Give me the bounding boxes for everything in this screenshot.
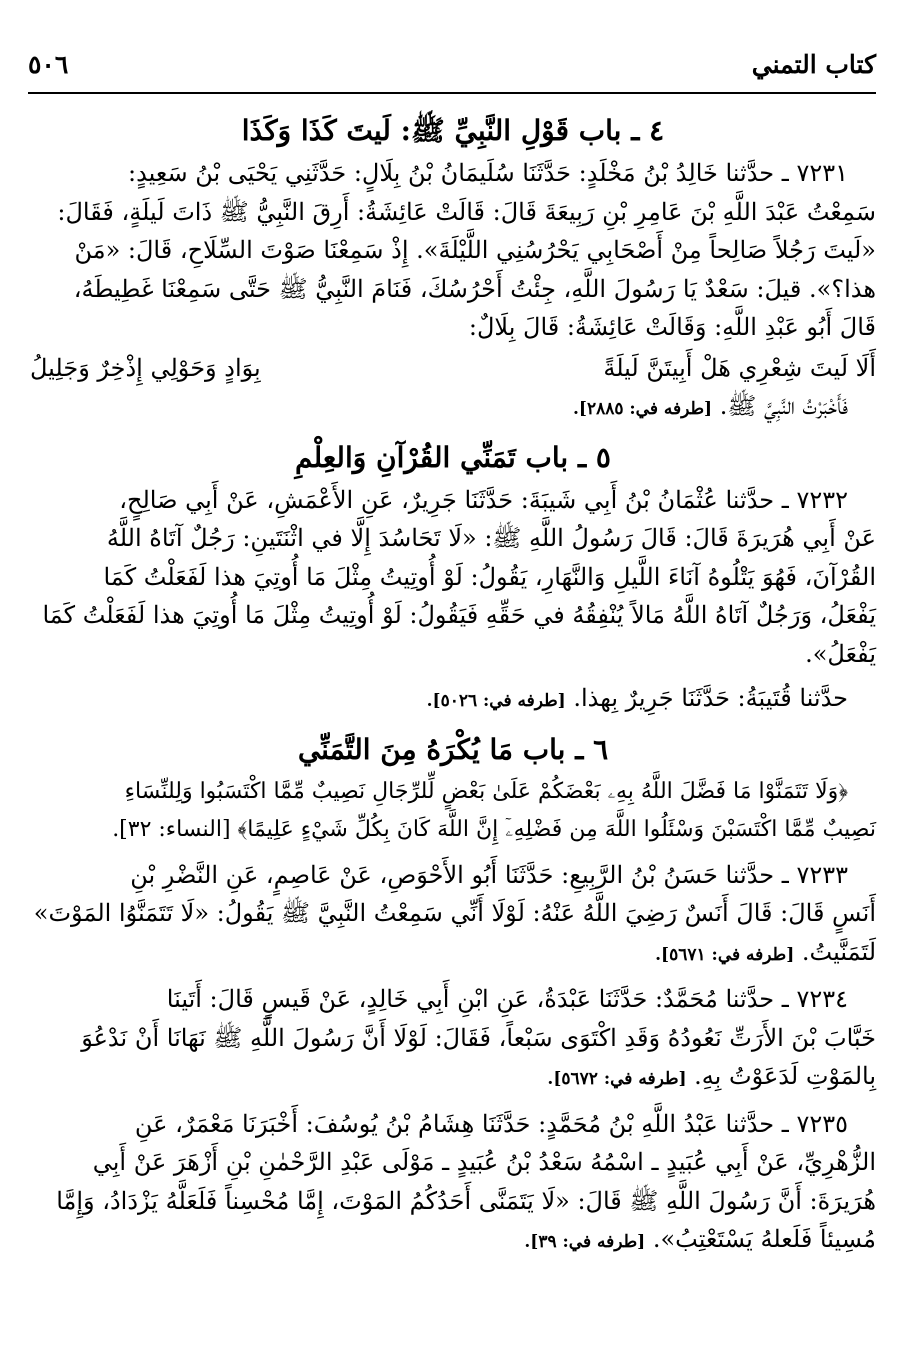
- hadith-line: ٧٢٣١ ـ حدَّثنا خَالِدُ بْنُ مَخْلَدٍ: حَدَّثَنَا سُلَيمَانُ بْنُ بِلَالٍ: حَدَّثَنِي يَحْيَى بْنُ سَعِيدٍ:: [127, 159, 848, 187]
- hadith-line: ٧٢٣٢ ـ حدَّثنا عُثْمَانُ بْنُ أَبِي شَيبَةَ: حَدَّثَنَا جَرِيرٌ، عَنِ الأَعْمَشِ، عَنْ أَبِي صَالِحٍ،: [119, 485, 848, 514]
- hadith-line: سَمِعْتُ عَبْدَ اللَّهِ بْنَ عَامِرِ بْنِ رَبِيعَةَ قَالَ: قَالَتْ عَائِشَةُ: أَرِقَ النَّبِيُّ ﷺ ذَاتَ لَيلَةٍ، فَقَالَ:: [57, 197, 876, 226]
- hadith-line: [30, 1220, 876, 1262]
- cross-reference: [طرفه في: ٢٨٨٥].: [572, 399, 713, 419]
- hadith-line: [30, 1057, 876, 1099]
- header-rule: [28, 92, 876, 94]
- hadith-line: القُرْآنَ، فَهُوَ يَتْلُوهُ آنَاءَ اللَّيلِ وَالنَّهَارِ، يَقُولُ: لَوْ أُوتِيتُ مِثْلَ مَا أُوتِيَ هذا لَفَعَلْتُ كَمَا: [103, 562, 876, 591]
- closing-text: حدَّثنا قُتَيبَةُ: حَدَّثَنَا جَرِيرٌ بِهذا.: [573, 684, 848, 712]
- hadith-line: ٧٢٣٣ ـ حدَّثنا حَسَنُ بْنُ الرَّبِيعِ: حَدَّثَنَا أَبُو الأَحْوَصِ، عَنْ عَاصِمٍ، عَنِ النَّضْرِ بْنِ: [130, 860, 848, 889]
- hadith-closing: [30, 387, 876, 429]
- cross-reference: [طرفه في: ٣٩].: [524, 1232, 646, 1252]
- quran-verse-line: نَصِيبٌ مِّمَّا اكْتَسَبْنَ وَسْئَلُوا اللَّهَ مِن فَضْلِهِۦٓ إِنَّ اللَّهَ كَانَ بِكُلِّ شَيْءٍ عَلِيمًا﴾ [النساء: ٣٢].: [112, 817, 876, 842]
- hadith-line: قَالَ أَبُو عَبْدِ اللَّهِ: وَقَالَتْ عَائِشَةُ: قَالَ بِلَالٌ:: [468, 313, 876, 341]
- book-title: كتاب التمني: [751, 50, 876, 79]
- hadith-line-text: لَتَمَنَّيتُ.: [801, 937, 876, 966]
- running-header: [28, 50, 876, 92]
- chapter-heading: ٥ ـ باب تَمَنِّي القُرْآنِ وَالعِلْمِ: [295, 440, 611, 474]
- poetry-verse: [30, 349, 876, 388]
- cross-reference: [طرفه في: ٥٦٧١].: [655, 944, 795, 965]
- hadith-line: ٧٢٣٤ ـ حدَّثنا مُحَمَّدٌ: حَدَّثَنَا عَبْدَةُ، عَنِ ابْنِ أَبِي خَالِدٍ، عَنْ قَيسٍ قَالَ: أَتَينَا: [166, 985, 848, 1013]
- verse-first-hemistich: أَلَا لَيتَ شِعْرِي هَلْ أَبِيتَنَّ لَيلَةً: [603, 353, 876, 382]
- chapter-heading: ٦ ـ باب مَا يُكْرَهُ مِنَ التَّمَنِّي: [297, 732, 609, 766]
- cross-reference: [طرفه في: ٥٠٢٦].: [426, 691, 566, 711]
- chapter-heading: ٤ ـ باب قَوْلِ النَّبِيِّ ﷺ: لَيتَ كَذَا وَكَذَا: [241, 114, 665, 147]
- closing-text: فَأَخْبَرْتُ النَّبِيَّ ﷺ.: [719, 392, 848, 420]
- hadith-line: يَفْعَلُ».: [805, 639, 876, 668]
- hadith-line: خَبَّابَ بْنَ الأَرَتِّ نَعُودُهُ وَقَدِ اكْتَوَى سَبْعاً، فَقَالَ: لَوْلَا أَنَّ رَسُولَ اللَّهِ ﷺ نَهَانَا أَنْ نَدْعُوَ: [81, 1023, 876, 1052]
- hadith-line: «لَيتَ رَجُلاً صَالِحاً مِنْ أَصْحَابِي يَحْرُسُنِي اللَّيْلَةَ». إِذْ سَمِعْنَا صَوْتَ السِّلَاحِ، قَالَ: «مَنْ: [74, 236, 876, 264]
- hadith-line-text: بِالمَوْتِ لَدَعَوْتُ بِهِ.: [694, 1062, 876, 1090]
- page-number: ٥٠٦: [28, 50, 69, 79]
- page-body: [30, 108, 876, 1262]
- hadith-line: الزُّهْرِيِّ، عَنْ أَبِي عُبَيدٍ ـ اسْمُهُ سَعْدُ بْنُ عُبَيدٍ ـ مَوْلَى عَبْدِ الرَّحْمٰنِ بْنِ أَزْهَرَ عَنْ أَبِي: [92, 1148, 876, 1176]
- cross-reference: [طرفه في: ٥٦٧٢].: [547, 1069, 687, 1089]
- hadith-line: ٧٢٣٥ ـ حدَّثنا عَبْدُ اللَّهِ بْنُ مُحَمَّدٍ: حَدَّثَنَا هِشَامُ بْنُ يُوسُفَ: أَخْبَرَنَا مَعْمَرٌ، عَنِ: [134, 1109, 848, 1138]
- hadith-line: عَنْ أَبِي هُرَيرَةَ قَالَ: قَالَ رَسُولُ اللَّهِ ﷺ: «لَا تَحَاسُدَ إِلَّا في اثْنَتَينِ: رَجُلٌ آتَاهُ اللَّهُ: [106, 524, 876, 552]
- hadith-line: هذا؟». قيلَ: سَعْدٌ يَا رَسُولَ اللَّهِ، جِئْتُ أَحْرُسُكَ، فَنَامَ النَّبِيُّ ﷺ حَتَّى سَمِعْنَا غَطِيطَهُ،: [73, 274, 876, 303]
- hadith-line: هُرَيرَةَ: أَنَّ رَسُولَ اللَّهِ ﷺ قَالَ: «لَا يَتَمَنَّى أَحَدُكُمُ المَوْتَ، إِمَّا مُحْسِناً فَلَعَلَّهُ يَزْدَادُ، وَإِمَّا: [56, 1186, 876, 1215]
- hadith-line-text: مُسِيئاً فَلَعلهُ يَسْتَعْتِبُ».: [652, 1225, 876, 1253]
- verse-second-hemistich: بِوَادٍ وَحَوْلِي إِذْخِرٌ وَجَلِيلُ: [30, 353, 261, 382]
- hadith-line: يَفْعَلُ، وَرَجُلٌ آتَاهُ اللَّهُ مَالاً يُنْفِقُهُ في حَقِّهِ فَيَقُولُ: لَوْ أُوتِيتُ مِثْلَ مَا أُوتِيَ هذا لَفَعَلْتُ كَمَا: [42, 601, 876, 629]
- hadith-line: [30, 933, 876, 975]
- quran-verse-line: ﴿وَلَا تَتَمَنَّوْا مَا فَضَّلَ اللَّهُ بِهِۦ بَعْضَكُمْ عَلَىٰ بَعْضٍ لِّلرِّجَالِ نَصِيبٌ مِّمَّا اكْتَسَبُوا وَلِلنِّسَاءِ: [124, 778, 848, 804]
- hadith-line: أَنَسٍ قَالَ: قَالَ أَنَسٌ رَضِيَ اللَّهُ عَنْهُ: لَوْلَا أَنِّي سَمِعْتُ النَّبِيَّ ﷺ يَقُولُ: «لَا تَتَمَنَّوُا المَوْتَ»: [33, 899, 876, 927]
- hadith-closing: [30, 679, 876, 721]
